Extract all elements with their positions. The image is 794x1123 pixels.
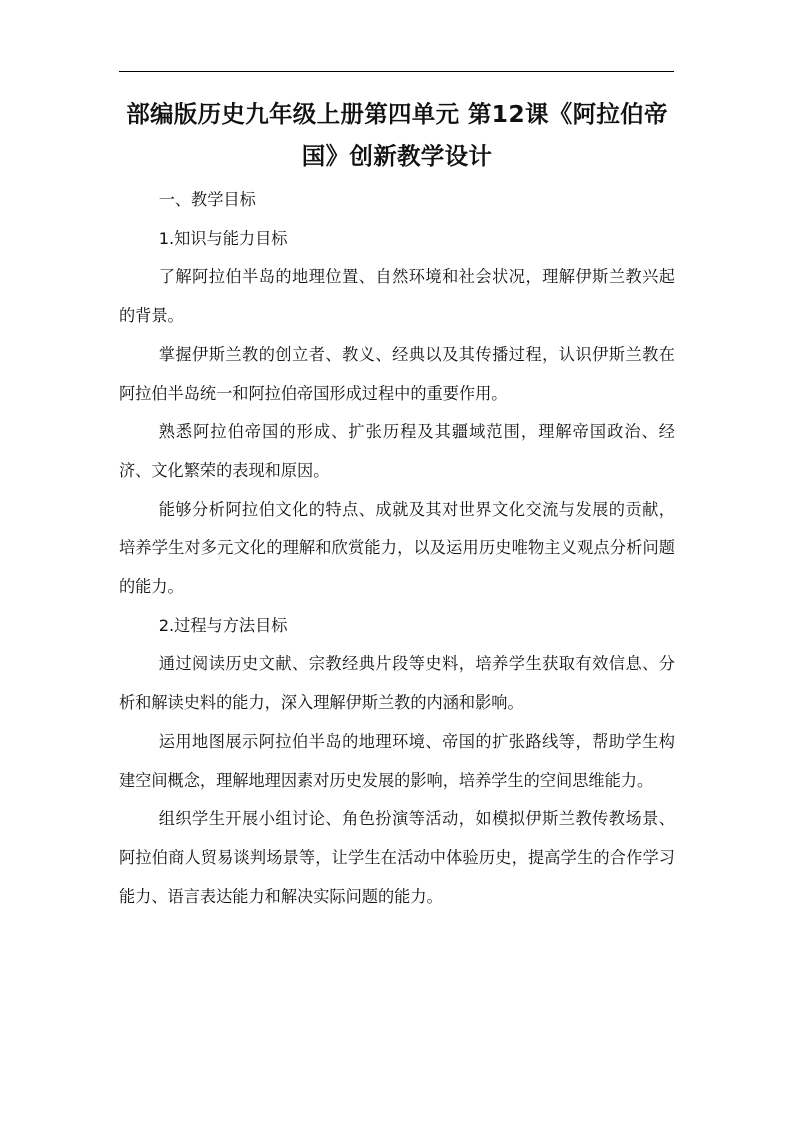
- subsection-heading-process-method: 2.过程与方法目标: [158, 615, 288, 635]
- paragraph: 通过阅读历史文献、宗教经典片段等史料，培养学生获取有效信息、分析和解读史料的能力，深入理解伊斯兰教的内涵和影响。: [119, 654, 675, 713]
- section-heading-teaching-objectives: 一、教学目标: [158, 190, 256, 209]
- paragraph: 运用地图展示阿拉伯半岛的地理环境、帝国的扩张路线等，帮助学生构建空间概念，理解地理因素对历史发展的影响，培养学生的空间思维能力。: [119, 731, 675, 790]
- paragraph: 熟悉阿拉伯帝国的形成、扩张历程及其疆域范围，理解帝国政治、经济、文化繁荣的表现和原因。: [119, 422, 675, 480]
- paragraph: 能够分析阿拉伯文化的特点、成就及其对世界文化交流与发展的贡献，培养学生对多元文化的理解和欣赏能力，以及运用历史唯物主义观点分析问题的能力。: [119, 499, 675, 597]
- document-body: [119, 181, 675, 916]
- document-title: 部编版历史九年级上册第四单元 第12课《阿拉伯帝国》创新教学设计: [126, 100, 668, 170]
- header-rule: [119, 71, 674, 72]
- subsection-heading-knowledge-ability: 1.知识与能力目标: [158, 228, 288, 248]
- paragraph: 组织学生开展小组讨论、角色扮演等活动，如模拟伊斯兰教传教场景、阿拉伯商人贸易谈判场景等，让学生在活动中体验历史，提高学生的合作学习能力、语言表达能力和解决实际问题的能力。: [119, 809, 675, 906]
- paragraph: 了解阿拉伯半岛的地理位置、自然环境和社会状况，理解伊斯兰教兴起的背景。: [119, 267, 675, 326]
- paragraph: 掌握伊斯兰教的创立者、教义、经典以及其传播过程，认识伊斯兰教在阿拉伯半岛统一和阿拉伯帝国形成过程中的重要作用。: [119, 344, 675, 403]
